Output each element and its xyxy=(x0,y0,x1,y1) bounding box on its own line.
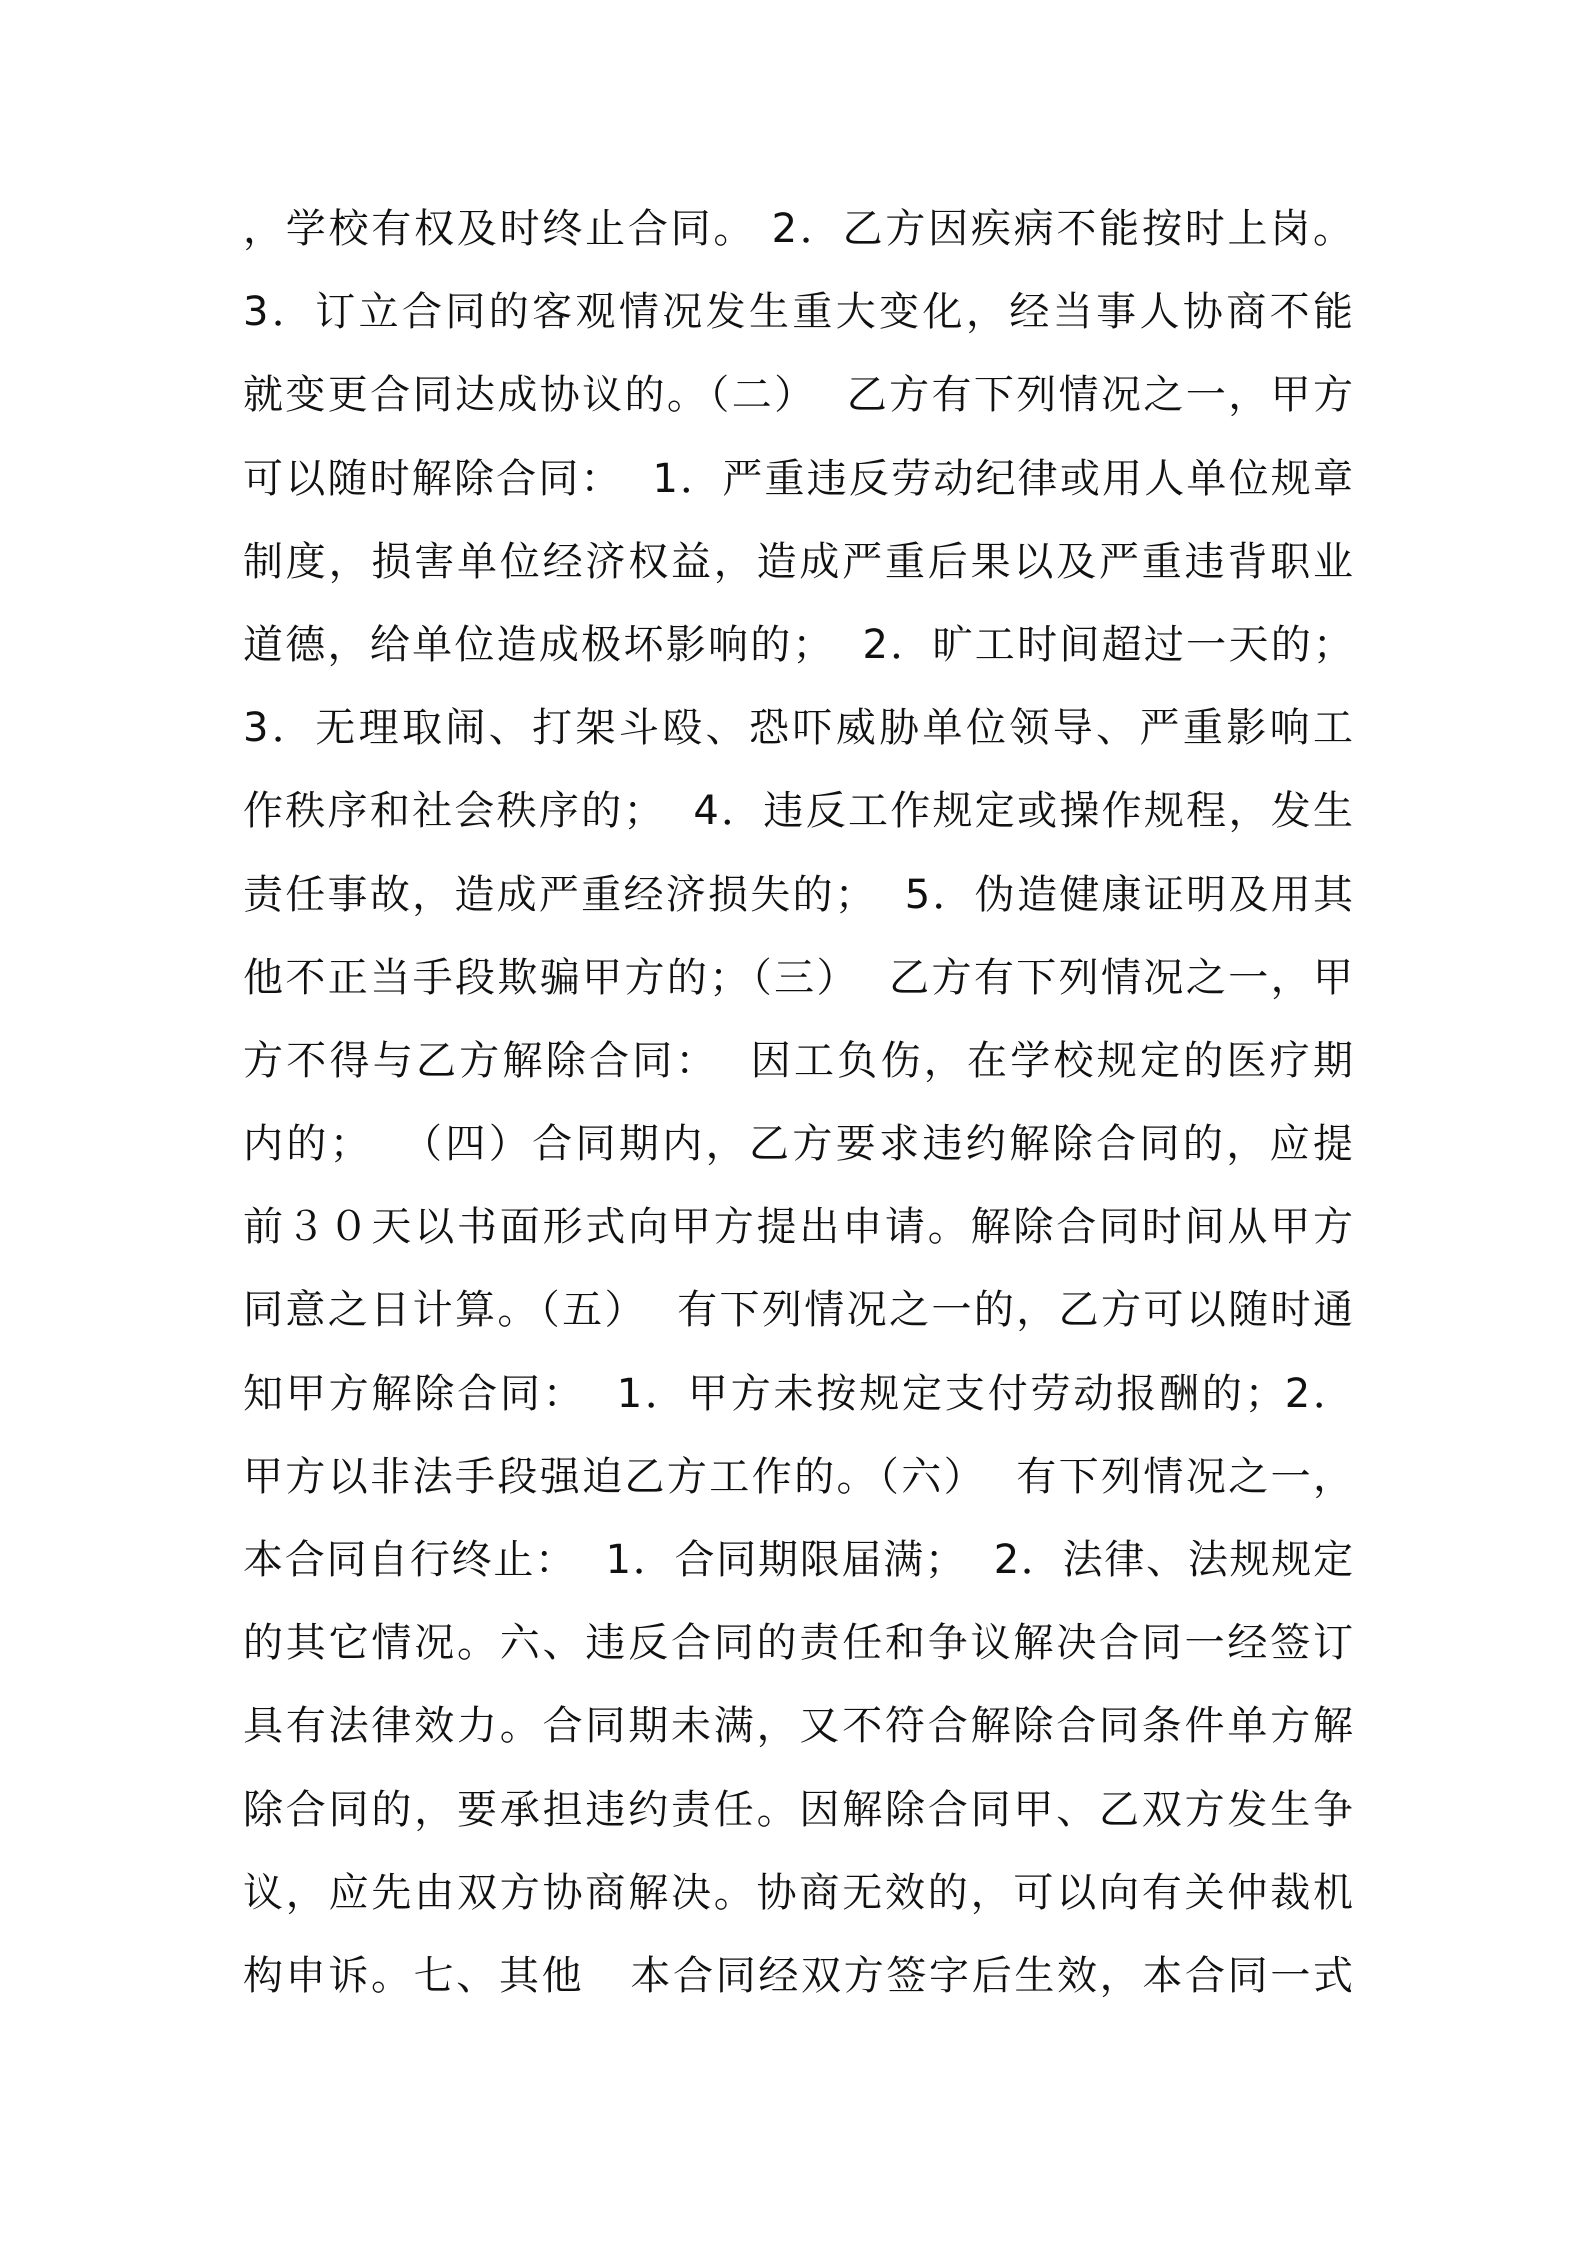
text-line: 他不正当手段欺骗甲方的；（三） 乙方有下列情况之一，甲 xyxy=(243,954,1353,1001)
text-line: 3．订立合同的客观情况发生重大变化，经当事人协商不能 xyxy=(243,289,1353,336)
text-line: 除合同的，要承担违约责任。因解除合同甲、乙双方发生争 xyxy=(243,1786,1353,1833)
text-line: ，学校有权及时终止合同。 2．乙方因疾病不能按时上岗。 xyxy=(243,206,1353,252)
text-line: 作秩序和社会秩序的； 4．违反工作规定或操作规程，发生 xyxy=(243,788,1353,835)
text-line: 方不得与乙方解除合同： 因工负伤，在学校规定的医疗期 xyxy=(243,1037,1353,1084)
text-line: 制度，损害单位经济权益，造成严重后果以及严重违背职业 xyxy=(243,538,1353,585)
contract-body-text xyxy=(243,188,1353,2018)
text-line: 可以随时解除合同： 1．严重违反劳动纪律或用人单位规章 xyxy=(243,455,1353,502)
text-line: 议，应先由双方协商解决。协商无效的，可以向有关仲裁机 xyxy=(243,1869,1353,1916)
text-line: 具有法律效力。合同期未满，又不符合解除合同条件单方解 xyxy=(243,1703,1353,1750)
text-line: 内的； （四）合同期内，乙方要求违约解除合同的，应提 xyxy=(243,1121,1353,1168)
text-line: 前３０天以书面形式向甲方提出申请。解除合同时间从甲方 xyxy=(243,1204,1353,1251)
text-line: 责任事故，造成严重经济损失的； 5．伪造健康证明及用其 xyxy=(243,871,1353,918)
text-line: 构申诉。七、其他 本合同经双方签字后生效，本合同一式 xyxy=(243,1952,1353,1999)
text-line: 知甲方解除合同： 1．甲方未按规定支付劳动报酬的；2． xyxy=(243,1370,1353,1417)
text-line: 同意之日计算。（五） 有下列情况之一的，乙方可以随时通 xyxy=(243,1287,1353,1334)
text-line: 就变更合同达成协议的。（二） 乙方有下列情况之一，甲方 xyxy=(243,372,1353,419)
text-line: 甲方以非法手段强迫乙方工作的。（六） 有下列情况之一， xyxy=(243,1453,1353,1500)
text-line: 的其它情况。六、违反合同的责任和争议解决合同一经签订 xyxy=(243,1620,1353,1667)
text-line: 道德，给单位造成极坏影响的； 2．旷工时间超过一天的； xyxy=(243,621,1353,668)
text-line: 本合同自行终止： 1．合同期限届满； 2．法律、法规规定 xyxy=(243,1537,1353,1583)
text-line: 3．无理取闹、打架斗殴、恐吓威胁单位领导、严重影响工 xyxy=(243,705,1353,752)
